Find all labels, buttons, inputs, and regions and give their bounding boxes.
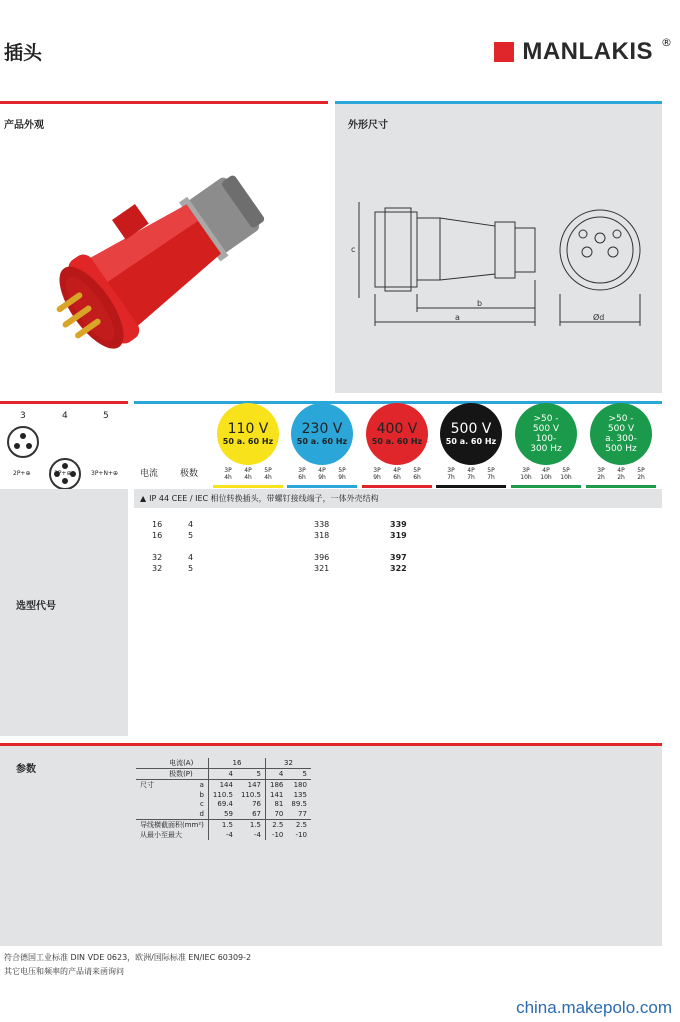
voltage-sub-label: 4P 9h (318, 467, 326, 481)
col-header-current: 电流 (140, 469, 159, 479)
voltage-sub-label: 3P 7h (447, 467, 455, 481)
warning-icon: ▲ (140, 494, 147, 503)
pin-layout-3-icon (7, 426, 39, 458)
pole-bar (0, 401, 128, 404)
brand-name: MANLAKIS (522, 38, 653, 65)
voltage-sub-label: 3P 2h (597, 467, 605, 481)
watermark: china.makepolo.com (516, 998, 672, 1017)
voltage-sub-label: 5P 9h (338, 467, 346, 481)
voltage-sub-label: 4P 6h (393, 467, 401, 481)
param-row: b 110.5 110.5 141 135 (199, 790, 307, 799)
note-row (140, 493, 379, 504)
voltage-circle: 400 V 50 a. 60 Hz (366, 403, 428, 465)
params-table: 电流(A) 16 32 极数(P) 4 5 4 5 尺寸 a 144 147 186 180 b 110.5 110.5 141 135 c 69.4 76 81 89.5 d 59 67 70 77 导线横截面积(mm²) 1.5 1.5 2.5 2.5 从最小至最大 -4 -4 -10 -10 (136, 758, 311, 840)
voltage-sub-label: 5P 4h (264, 467, 272, 481)
appearance-label: 产品外观 (4, 120, 44, 131)
note-text: IP 44 CEE / IEC 相位转换插头，带螺钉接线端子，一体外壳结构 (149, 494, 379, 503)
voltage-color-bar (511, 485, 581, 488)
params-label: 参数 (16, 764, 36, 775)
pole-config-panel (0, 409, 128, 489)
dimensions-label: 外形尺寸 (348, 120, 388, 131)
pole-number-4: 4 (62, 411, 68, 421)
voltage-sub-label: 3P 4h (224, 467, 232, 481)
voltage-sub-label: 4P 4h (244, 467, 252, 481)
pole-label-3: 2P+⊕ (13, 470, 31, 477)
param-row: 导线横截面积(mm²) 1.5 1.5 2.5 2.5 (140, 820, 307, 829)
dim-d: Ød (593, 313, 605, 322)
voltage-sub-label: 5P 2h (637, 467, 645, 481)
voltage-sub-label: 4P 7h (467, 467, 475, 481)
dim-c: c (351, 245, 356, 254)
voltage-circle: 110 V 50 a. 60 Hz (217, 403, 279, 465)
voltage-circle: >50 - 500 V 100- 300 Hz (515, 403, 577, 465)
voltage-sub-label: 3P 10h (520, 467, 532, 481)
page-title: 插头 (4, 42, 43, 64)
voltage-sub-label: 5P 6h (413, 467, 421, 481)
footer-line-1: 符合德国工业标准 DIN VDE 0623，欧洲/国际标准 EN/IEC 60309-2 (4, 953, 252, 962)
plug-product-image (36, 132, 306, 372)
pole-number-5: 5 (103, 411, 109, 421)
appearance-bar (0, 101, 328, 104)
pole-label-4: 3P+⊕ (54, 470, 72, 477)
voltage-color-bar (362, 485, 432, 488)
param-row: d 59 67 70 77 (136, 809, 311, 819)
param-row: 从最小至最大 -4 -4 -10 -10 (140, 830, 307, 839)
selection-label: 选型代号 (16, 601, 56, 612)
pole-number-3: 3 (20, 411, 26, 421)
voltage-circle: >50 - 500 V a. 300- 500 Hz (590, 403, 652, 465)
voltage-color-bar (586, 485, 656, 488)
voltage-sub-label: 4P 10h (540, 467, 552, 481)
footer-line-2: 其它电压和频率的产品请来函询问 (4, 967, 124, 976)
pole-label-5: 3P+N+⊕ (91, 470, 119, 477)
brand-registered-mark: ® (661, 35, 672, 49)
param-row: 尺寸 a 144 147 186 180 (140, 781, 307, 789)
params-panel (0, 746, 662, 946)
selection-panel (0, 489, 128, 736)
brand-logo (494, 35, 672, 66)
voltage-sub-label: 4P 2h (617, 467, 625, 481)
dim-b: b (477, 299, 483, 308)
voltage-sub-label: 5P 7h (487, 467, 495, 481)
param-row: c 69.4 76 81 89.5 (200, 800, 307, 809)
brand-square (494, 42, 514, 62)
voltage-sub-label: 5P 10h (560, 467, 572, 481)
voltage-color-bar (213, 485, 283, 488)
voltage-circle: 500 V 50 a. 60 Hz (440, 403, 502, 465)
voltage-sub-label: 3P 6h (298, 467, 306, 481)
voltage-sub-label: 3P 9h (373, 467, 381, 481)
voltage-color-bar (436, 485, 506, 488)
voltage-color-bar (287, 485, 357, 488)
dim-a: a (455, 313, 460, 322)
col-header-poles: 极数 (180, 469, 199, 479)
dimension-drawing (345, 190, 657, 340)
voltage-circle: 230 V 50 a. 60 Hz (291, 403, 353, 465)
